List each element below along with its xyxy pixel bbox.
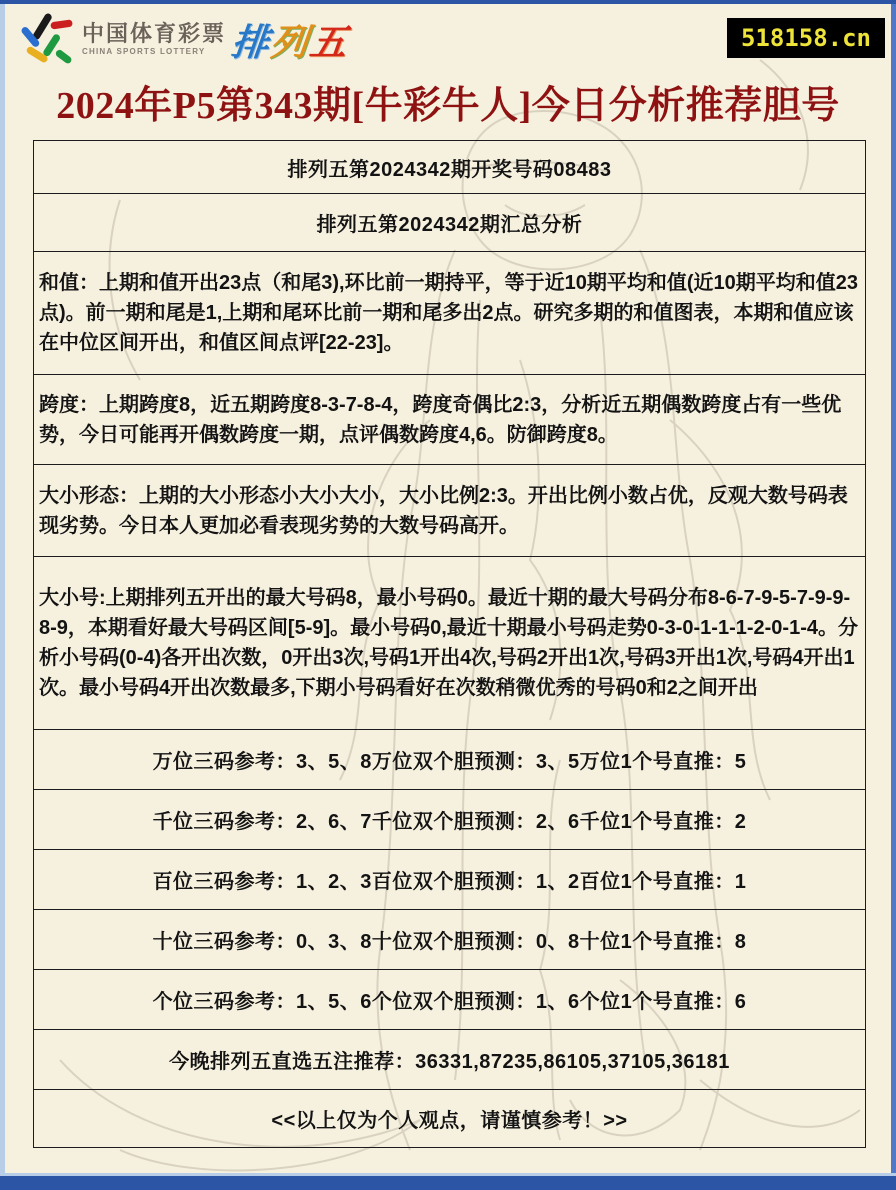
table-row-minmax-analysis: 大小号:上期排列五开出的最大号码8，最小号码0。最近十期的最大号码分布8-6-7-9-5-7-9-9-8-9，本期看好最大号码区间[5-9]。最小号码0,最近十期最小号码走势0-3-0-1-1-1-2-0-1-4。分析小号码(0-4)各开出次数，0开出3次,号码1开出4次,号码2开出1次,号码3开出1次,号码4开出1次。最小号码4开出次数最多,下期小号码看好在次数稍微优秀的号码0和2之间开出 <box>34 556 865 729</box>
table-row-shi-prediction: 十位三码参考：0、3、8十位双个胆预测：0、8十位1个号直推：8 <box>34 909 865 969</box>
product-char-lie: 列 <box>268 22 312 63</box>
frame-top-edge <box>0 0 896 4</box>
table-row-span-analysis: 跨度：上期跨度8，近五期跨度8-3-7-8-4，跨度奇偶比2:3，分析近五期偶数跨度占有一些优势，今日可能再开偶数跨度一期，点评偶数跨度4,6。防御跨度8。 <box>34 374 865 464</box>
product-char-pai: 排 <box>229 22 273 63</box>
table-row-size-pattern: 大小形态：上期的大小形态小大小大小，大小比例2:3。开出比例小数占优，反观大数号码表现劣势。今日本人更加必看表现劣势的大数号码高开。 <box>34 464 865 556</box>
table-row-wan-prediction: 万位三码参考：3、5、8万位双个胆预测：3、5万位1个号直推：5 <box>34 729 865 789</box>
brand-name-en: CHINA SPORTS LOTTERY <box>82 46 206 56</box>
lottery-logo-icon <box>20 12 74 66</box>
table-row-qian-prediction: 千位三码参考：2、6、7千位双个胆预测：2、6千位1个号直推：2 <box>34 789 865 849</box>
table-row-bai-prediction: 百位三码参考：1、2、3百位双个胆预测：1、2百位1个号直推：1 <box>34 849 865 909</box>
table-row-sum-analysis: 和值：上期和值开出23点（和尾3),环比前一期持平，等于近10期平均和值(近10期平均和值23点)。前一期和尾是1,上期和尾环比前一期和尾多出2点。研究多期的和值图表，本期和值应该在中位区间开出，和值区间点评[22-23]。 <box>34 251 865 374</box>
table-row-summary-title: 排列五第2024342期汇总分析 <box>34 193 865 251</box>
product-char-wu: 五 <box>307 22 351 63</box>
brand-name-cn: 中国体育彩票 <box>82 20 227 46</box>
product-name <box>229 12 352 66</box>
analysis-table <box>33 140 866 1148</box>
site-url-badge: 518158.cn <box>727 18 885 58</box>
table-row-draw-result: 排列五第2024342期开奖号码08483 <box>287 158 612 181</box>
table-row-ge-prediction: 个位三码参考：1、5、6个位双个胆预测：1、6个位1个号直推：6 <box>34 969 865 1029</box>
table-row-direct-picks: 今晚排列五直选五注推荐：36331,87235,86105,37105,36181 <box>34 1029 865 1089</box>
frame-right-edge <box>891 4 896 1173</box>
china-sports-lottery-logo <box>20 12 349 66</box>
table-row-disclaimer: <<以上仅为个人观点，请谨慎参考！>> <box>34 1089 865 1147</box>
brand-text <box>82 20 227 56</box>
frame-bottom-edge <box>0 1176 896 1190</box>
frame-left-edge <box>0 4 5 1173</box>
page-title: 2024年P5第343期[牛彩牛人]今日分析推荐胆号 <box>56 85 840 127</box>
